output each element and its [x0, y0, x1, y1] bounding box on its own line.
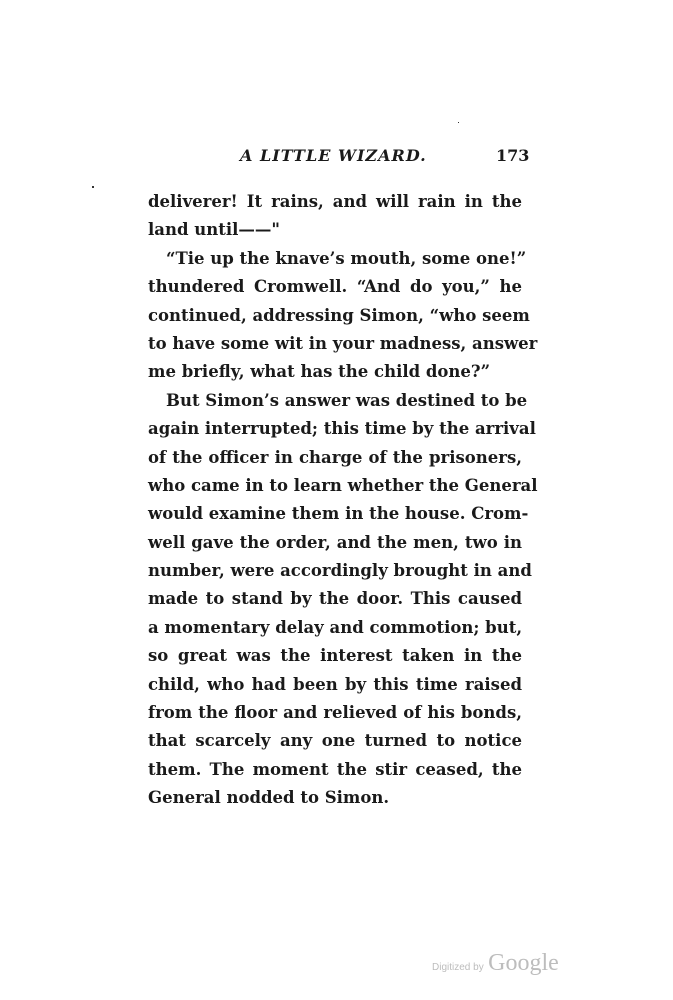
digitized-by-google-watermark	[432, 950, 559, 977]
running-title: A LITTLE WIZARD.	[240, 146, 427, 165]
text-line: who came in to learn whether the General	[148, 475, 538, 495]
text-line: well gave the order, and the men, two in	[148, 532, 522, 552]
body-text	[148, 188, 538, 813]
page-number: 173	[496, 146, 530, 165]
text-line: land until——"	[148, 220, 280, 240]
text-line: to have some wit in your madness, answer	[148, 333, 538, 353]
scan-speck	[458, 122, 459, 123]
text-line: made to stand by the door. This caused	[148, 589, 522, 609]
text-line: continued, addressing Simon, “who seem	[148, 305, 530, 325]
scan-speck	[92, 186, 94, 188]
text-line: thundered Cromwell. “And do you,” he	[148, 277, 522, 297]
text-line: a momentary delay and commotion; but,	[148, 617, 523, 637]
text-line: again interrupted; this time by the arrival	[148, 419, 536, 439]
text-line: that scarcely any one turned to notice	[148, 731, 522, 751]
text-line: “Tie up the knave’s mouth, some one!”	[166, 248, 527, 268]
text-line: of the officer in charge of the prisoners,	[148, 447, 522, 467]
text-line: But Simon’s answer was destined to be	[166, 390, 528, 410]
google-logo: Google	[488, 950, 559, 976]
watermark-prefix: Digitized by	[432, 962, 484, 973]
text-line: child, who had been by this time raised	[148, 674, 522, 694]
text-line: from the floor and relieved of his bonds,	[148, 703, 522, 723]
text-line: so great was the interest taken in the	[148, 646, 522, 666]
text-line: would examine them in the house. Crom-	[148, 504, 529, 524]
text-line: deliverer! It rains, and will rain in the	[148, 192, 522, 211]
text-line: them. The moment the stir ceased, the	[148, 759, 522, 779]
text-line: me briefly, what has the child done?”	[148, 362, 491, 382]
text-line: General nodded to Simon.	[148, 788, 390, 808]
text-line: number, were accordingly brought in and	[148, 561, 532, 581]
